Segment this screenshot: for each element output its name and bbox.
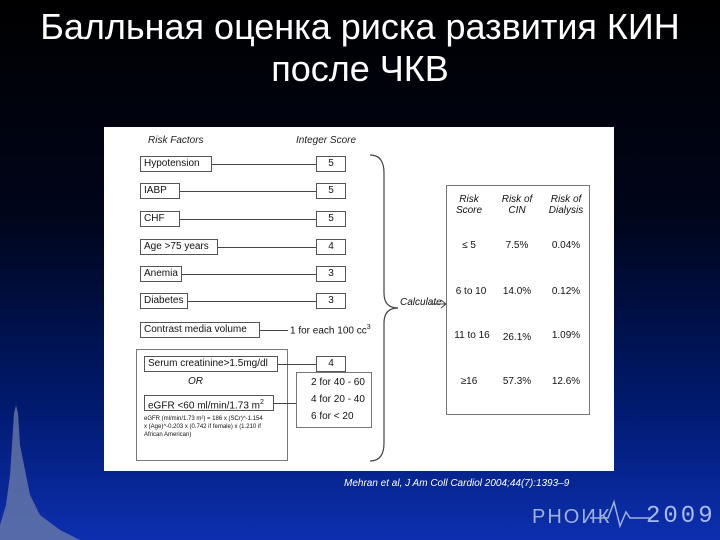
risk-factors-header: Risk Factors (148, 135, 204, 146)
citation: Mehran et al, J Am Coll Cardiol 2004;44(7):1393–9 (344, 478, 570, 489)
score-box-age: 4 (316, 239, 346, 255)
logo-year: 2009 (646, 503, 716, 530)
connector-line (212, 164, 316, 165)
table-cell: 0.12% (551, 286, 581, 297)
score-box-iabp: 5 (316, 183, 346, 199)
factor-box-creatinine: Serum creatinine>1.5mg/dl (144, 356, 278, 372)
egfr-score-2: 4 for 20 - 40 (311, 394, 365, 405)
egfr-score-3: 6 for < 20 (311, 411, 354, 422)
factor-box-anemia: Anemia (140, 266, 182, 282)
score-box-chf: 5 (316, 211, 346, 227)
table-cell: 12.6% (551, 376, 581, 387)
table-cell: 1.09% (551, 330, 581, 341)
factor-box-diabetes: Diabetes (140, 293, 188, 309)
score-box-creatinine: 4 (316, 356, 346, 372)
score-box-hypotension: 5 (316, 156, 346, 172)
table-cell: 57.3% (502, 376, 532, 387)
table-header-risk-cin: Risk of CIN (501, 194, 533, 216)
calculate-label: Calculate (400, 297, 442, 308)
tower-icon (0, 405, 80, 540)
connector-line (218, 247, 316, 248)
connector-line (274, 403, 296, 404)
table-cell: 6 to 10 (455, 286, 487, 297)
connector-line (182, 274, 316, 275)
table-cell: 0.04% (551, 240, 581, 251)
risk-score-figure (104, 127, 614, 471)
egfr-score-box (296, 372, 372, 428)
integer-score-header: Integer Score (296, 135, 357, 146)
factor-box-iabp: IABP (140, 183, 180, 199)
slide-title (0, 6, 720, 90)
contrast-score: 1 for each 100 $cc^3$ (290, 324, 371, 337)
score-box-diabetes: 3 (316, 293, 346, 309)
connector-line (188, 301, 316, 302)
risk-table (446, 185, 590, 415)
factor-box-egfr: eGFR <60 ml/min/1.73 $m^2$ (144, 395, 274, 411)
table-cell: 14.0% (502, 286, 532, 297)
connector-line (180, 219, 316, 220)
summation-brace (366, 153, 406, 473)
table-cell: 26.1% (502, 332, 532, 343)
title-line-1: Балльная оценка риска развития КИН (40, 6, 680, 47)
factor-box-hypotension: Hypotension (140, 156, 212, 172)
table-header-risk-score: Risk Score (455, 194, 483, 216)
table-cell: ≤ 5 (462, 240, 476, 251)
logo-text: РНОИК (532, 506, 612, 528)
table-cell: ≥16 (460, 376, 478, 387)
connector-line (260, 330, 288, 331)
table-cell: 11 to 16 (454, 330, 490, 341)
egfr-formula: eGFR (ml/min/1.73 m²) = 186 x (SCr)^-1.154 x (Age)^-0.203 x (0.742 if female) x (1.210 if African American) (144, 416, 263, 438)
egfr-score-1: 2 for 40 - 60 (311, 377, 365, 388)
factor-box-age: Age >75 years (140, 239, 218, 255)
connector-line (278, 364, 316, 365)
score-box-anemia: 3 (316, 266, 346, 282)
table-header-risk-dialysis: Risk of Dialysis (548, 194, 584, 216)
connector-line (180, 191, 316, 192)
table-cell: 7.5% (505, 240, 529, 251)
title-line-2: после ЧКВ (271, 48, 449, 89)
factor-box-contrast-volume: Contrast media volume (140, 322, 260, 338)
or-label: OR (188, 376, 203, 387)
factor-box-chf: CHF (140, 211, 180, 227)
